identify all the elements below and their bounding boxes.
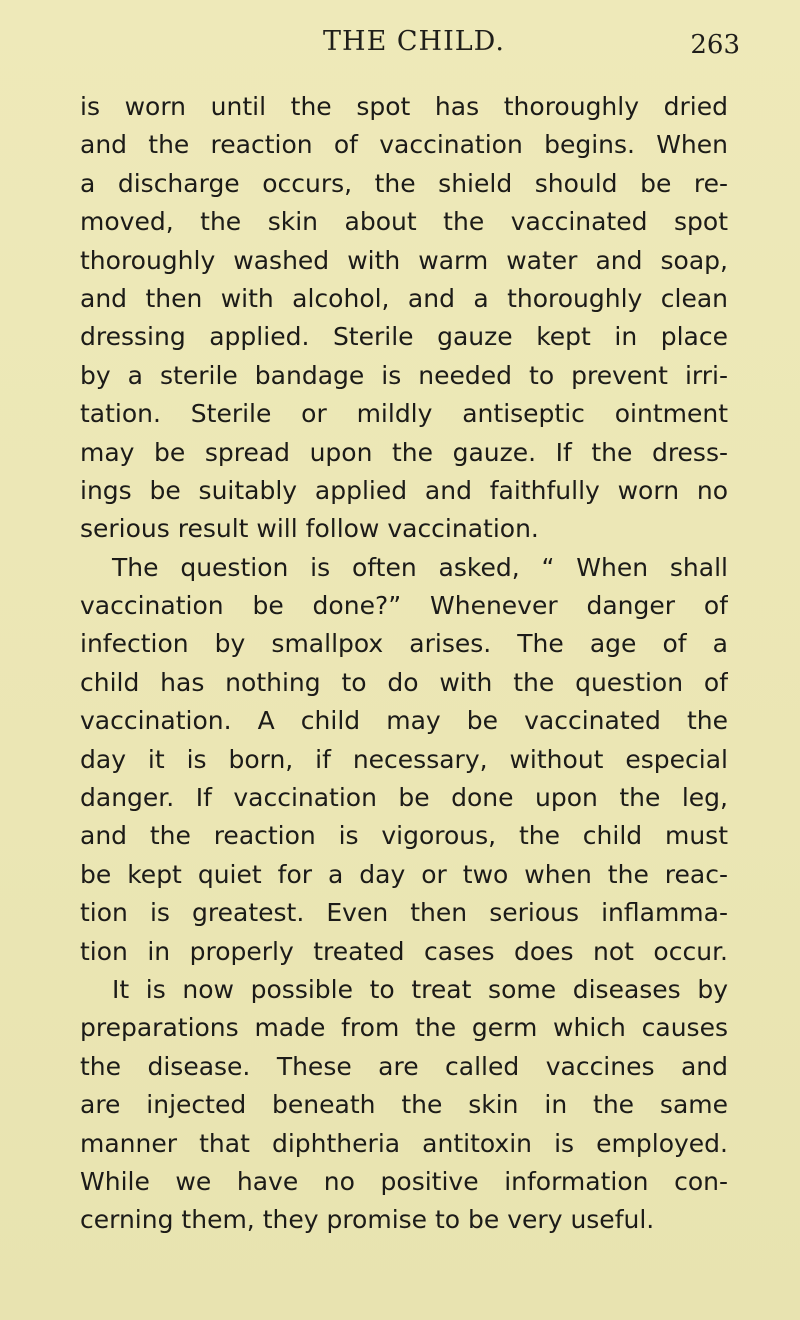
text-line: serious result will follow vaccination. xyxy=(80,514,539,544)
text-line: moved, the skin about the vaccinated spot xyxy=(80,207,728,237)
text-line: be kept quiet for a day or two when the reac- xyxy=(80,859,728,889)
text-line: preparations made from the germ which causes xyxy=(80,1013,728,1043)
text-line: The question is often asked, “ When shall xyxy=(112,552,728,582)
text-line: While we have no positive information con- xyxy=(80,1166,728,1196)
text-line: cerning them, they promise to be very useful. xyxy=(80,1205,655,1235)
text-line: may be spread upon the gauze. If the dress- xyxy=(80,437,728,467)
text-line: the disease. These are called vaccines and xyxy=(80,1051,728,1081)
text-line: infection by smallpox arises. The age of a xyxy=(80,629,728,659)
text-line: and then with alcohol, and a thoroughly clean xyxy=(80,283,728,313)
text-line: tation. Sterile or mildly antiseptic ointment xyxy=(80,399,728,429)
text-line: by a sterile bandage is needed to prevent irri- xyxy=(80,360,728,390)
text-line: manner that diphtheria antitoxin is employed. xyxy=(80,1128,728,1158)
text-line: tion is greatest. Even then serious inflamma- xyxy=(80,898,728,928)
text-line: and the reaction of vaccination begins. When xyxy=(80,130,728,160)
text-line: thoroughly washed with warm water and soap, xyxy=(80,245,728,275)
text-line: tion in properly treated cases does not occur. xyxy=(80,936,728,966)
text-line: ings be suitably applied and faithfully worn no xyxy=(80,475,728,505)
text-line: is worn until the spot has thoroughly dried xyxy=(80,92,728,121)
text-line: day it is born, if necessary, without especial xyxy=(80,744,728,774)
running-header xyxy=(80,26,748,66)
running-title: THE CHILD. xyxy=(323,26,505,57)
text-line: child has nothing to do with the question of xyxy=(80,667,728,697)
page-number: 263 xyxy=(690,30,740,60)
body-text xyxy=(80,88,728,1240)
text-line: vaccination. A child may be vaccinated the xyxy=(80,706,728,736)
text-line: a discharge occurs, the shield should be re- xyxy=(80,168,728,198)
text-line: dressing applied. Sterile gauze kept in place xyxy=(80,322,728,352)
text-line: are injected beneath the skin in the same xyxy=(80,1090,728,1120)
text-line: It is now possible to treat some diseases by xyxy=(112,974,728,1004)
text-line: danger. If vaccination be done upon the leg, xyxy=(80,783,728,813)
text-line: and the reaction is vigorous, the child must xyxy=(80,821,728,851)
text-line: vaccination be done?” Whenever danger of xyxy=(80,591,728,621)
